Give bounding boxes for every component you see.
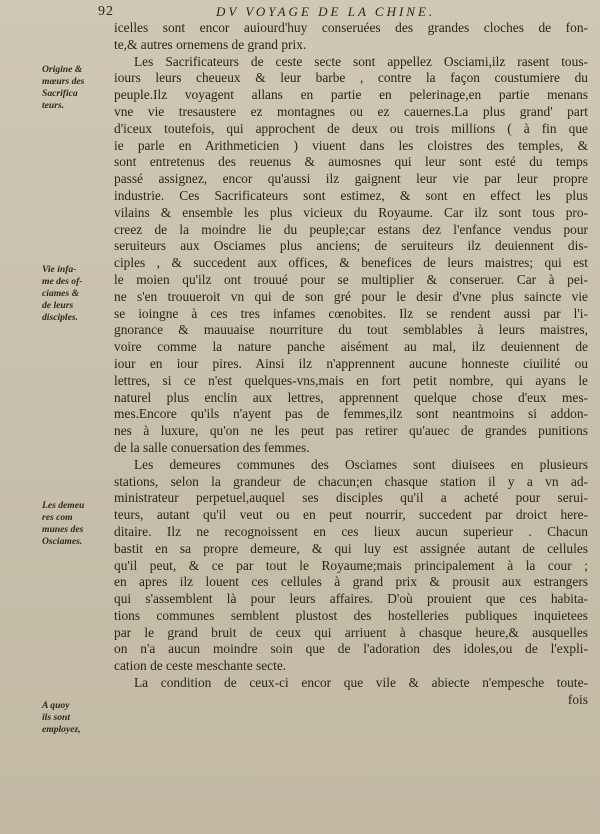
- text-line: sont entretenus des reuenus & aumosnes qui leur sont esté du temps: [114, 154, 588, 170]
- page-number: 92: [98, 4, 114, 19]
- text-line: en apres ilz louent ces cellules à grand prix & prousit aux estrangers: [114, 574, 588, 590]
- margin-note-line: Les demeu: [42, 500, 85, 511]
- text-line: qu'il peut, & ce par tout le Royaume;mais principalement à la cour ;: [114, 557, 588, 573]
- text-line: ciples , & succedent aux offices, & benefices de leurs maistres; qui est: [114, 255, 588, 271]
- text-line: se ioingne à ces tres infames cœnobites. Ilz se rendent aussi par l'i-: [114, 305, 588, 321]
- text-line: bastit en sa propre demeure, & qui luy est assignée autant de cellules: [114, 540, 588, 556]
- text-line: ministrateur perpetuel,auquel ses disciples qu'il a acheté pour serui-: [114, 490, 588, 506]
- text-line: de la salle conuersation des femmes.: [114, 439, 310, 455]
- margin-note-line: teurs.: [42, 100, 65, 111]
- text-line: ne s'en trouueroit vn qui de son gré pour le desir d'vne plus saincte vie: [114, 288, 588, 304]
- text-line: cation de ceste meschante secte.: [114, 658, 287, 674]
- text-line: Les demeures communes des Osciames sont diuisees en plusieurs: [134, 456, 588, 472]
- margin-note-line: de leurs: [42, 300, 74, 311]
- text-line: passé assignez, encor qu'aussi ilz gaignent leur vie par leur propre: [114, 171, 588, 187]
- text-line: peuple.Ilz voyagent allans en partie en pelerinage,en partie menans: [114, 87, 588, 103]
- text-line: iours leurs cheueux & leur barbe , contre la façon coustumiere du: [114, 70, 588, 86]
- catchword: fois: [567, 691, 588, 707]
- margin-note-line: disciples.: [42, 312, 78, 323]
- margin-note-vie-infame: [42, 264, 114, 324]
- text-line: lettres, si ce n'est quelques-vns,mais en fort petit nombre, qui ayans le: [114, 372, 588, 388]
- text-line: qui s'assemblent là pour leurs affaires. D'où prouient que ces habita-: [114, 591, 588, 607]
- text-line: industrie. Ces Sacrificateurs sont estimez, & sont en effect les plus: [114, 187, 588, 203]
- margin-note-line: A quoy: [42, 700, 70, 711]
- margin-notes: [0, 0, 110, 834]
- text-line: Les Sacrificateurs de ceste secte sont appellez Osciami,ilz rasent tous-: [134, 53, 588, 69]
- margin-note-line: mœurs des: [42, 76, 85, 87]
- text-line: vilains & ensemble les plus vicieux du Royaume. Car ilz sont tous pro-: [114, 204, 588, 220]
- margin-note-line: munes des: [42, 524, 84, 535]
- text-line: naturel plus enclin aux lettres, apprennent quelque chose d'eux mes-: [114, 389, 588, 405]
- text-line: gnorance & mauuaise nourriture du tout semblables à leurs maistres,: [114, 322, 588, 338]
- body-text: [114, 20, 588, 709]
- margin-note-line: ciames &: [42, 288, 80, 299]
- text-line: seruiteurs aux Osciames plus anciens; de seruiteurs ilz deuiennent dis-: [114, 238, 588, 254]
- margin-note-line: ils sont: [42, 712, 70, 723]
- text-line: vne vie tresaustere ez montagnes ou ez cauernes.La plus grand' part: [114, 103, 588, 119]
- text-line: iour en iour pires. Ainsi ilz n'apprennent aucune honneste ciuilité ou: [114, 355, 588, 371]
- text-line: tions communes semblent plustost des hostelleries publiques inquietees: [114, 607, 588, 623]
- text-line: icelles sont encor auiourd'huy conseruées des grandes cloches de fon-: [114, 20, 588, 35]
- text-line: mes.Encore qu'ils n'ayent pas de femmes,ilz sont neantmoins si addon-: [114, 406, 588, 422]
- text-line: d'iceux toutefois, qui approchent de deux ou trois millions ( à fin que: [114, 120, 588, 136]
- margin-note-line: me des of-: [42, 276, 83, 287]
- text-line: te,& autres ornemens de grand prix.: [114, 36, 307, 52]
- text-line: creez de la moindre lie du peuple;car estans dez l'enfance vendus pour: [114, 221, 588, 237]
- text-line: par le grand bruit de ceux qui arriuent à chasque heure,& ausquelles: [114, 624, 588, 640]
- margin-note-line: Sacrifica: [42, 88, 78, 99]
- text-line: le moien qu'ilz ont trouué pour se multiplier & conseruer. Car à pei-: [114, 271, 588, 287]
- running-title: DV VOYAGE DE LA CHINE.: [216, 4, 436, 19]
- text-line: teurs, autant qu'il veut ou en peut nourrir, succedent par droict here-: [114, 507, 588, 523]
- margin-note-demeures: [42, 500, 114, 548]
- margin-note-line: Vie infa-: [42, 264, 77, 275]
- text-line: La condition de ceux-ci encor que vile & abiecte n'empesche toute-: [134, 675, 588, 691]
- text-line: stations, selon la grandeur de chacun;en chasque station il y a vn ad-: [114, 473, 588, 489]
- text-line: ie parle en Arithmeticien ) viuent dans les cloistres des temples, &: [114, 137, 588, 153]
- margin-note-origine: [42, 64, 114, 112]
- text-line: ditaire. Ilz ne recognoissent en ces lieux aucun superieur . Chacun: [114, 523, 588, 539]
- margin-note-line: res com: [42, 512, 73, 523]
- text-line: nes à luxure, qu'on ne les peut pas retirer qu'auec de grandes punitions: [114, 423, 588, 439]
- text-line: on n'a aucun moindre soin que de l'adoration des idoles,ou de l'expli-: [114, 641, 588, 657]
- text-line: voire comme la nature panche aisément au mal, ilz deuiennent de: [114, 339, 588, 355]
- margin-note-line: employez,: [42, 724, 81, 735]
- margin-note-line: Origine &: [42, 64, 83, 75]
- margin-note-line: Osciames.: [42, 536, 83, 547]
- margin-note-employez: [42, 700, 114, 736]
